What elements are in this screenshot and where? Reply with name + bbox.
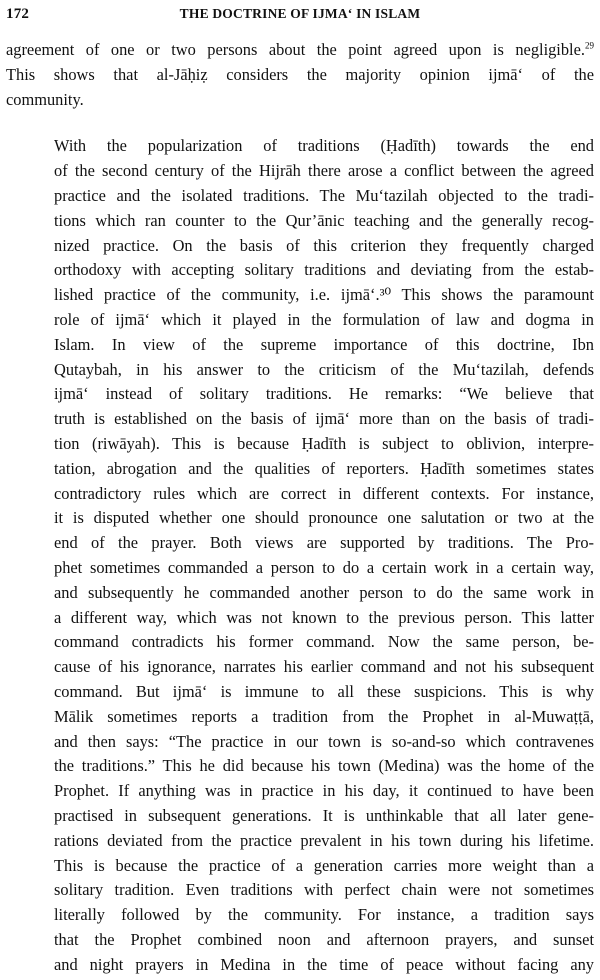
text-line: Mālik sometimes reports a tradition from the Prophet in al-Muwaṭṭā,	[54, 706, 594, 726]
page-number: 172	[6, 6, 30, 22]
text-line: contradictory rules which are correct in different contexts. For instance,	[54, 483, 594, 503]
footnote-marker: 29	[585, 40, 594, 51]
text-line: nized practice. On the basis of this criterion they frequently charged	[54, 235, 594, 255]
text-line: command. But ijmā‘ is immune to all these suspicions. This is why	[54, 681, 594, 701]
text-line: and then says: “The practice in our town is so-and-so which contravenes	[54, 731, 594, 751]
text-line: tions which ran counter to the Qur’ānic teaching and the generally recog-	[54, 210, 594, 230]
text-line: and night prayers in Medina in the time of peace without facing any	[54, 954, 594, 974]
text-line: tation, abrogation and the qualities of reporters. Ḥadīth sometimes states	[54, 458, 594, 478]
paragraph-2	[6, 134, 594, 977]
text-line: rations deviated from the practice prevalent in his town during his lifetime.	[54, 830, 594, 850]
text-line: literally followed by the community. For instance, a tradition says	[54, 905, 594, 925]
text-line: end of the prayer. Both views are supported by traditions. The Pro-	[54, 533, 594, 553]
text-line: phet sometimes commanded a person to do a certain work in a certain way,	[54, 557, 594, 577]
text-line: of the second century of the Hijrāh there arose a conflict between the agreed	[54, 161, 594, 181]
text-line: tion (riwāyah). This is because Ḥadīth is subject to oblivion, interpre-	[54, 433, 594, 453]
text-line: practice and the isolated traditions. The Mu‘tazilah objected to the tradi-	[54, 185, 594, 205]
text-line: orthodoxy with accepting solitary traditions and deviating from the estab-	[54, 260, 594, 280]
text-line: lished practice of the community, i.e. ijmā‘.³⁰ This shows the paramount	[54, 285, 594, 305]
text-line: cause of his ignorance, narrates his earlier command and not his subsequent	[54, 657, 594, 677]
page-body	[6, 38, 594, 977]
text-line: and subsequently he commanded another person to do the same work in	[54, 582, 594, 602]
text-line: With the popularization of traditions (Ḥadīth) towards the end	[54, 136, 594, 156]
text-line: role of ijmā‘ which it played in the formulation of law and dogma in	[54, 309, 594, 329]
text-line: ijmā‘ instead of solitary traditions. He remarks: “We believe that	[54, 384, 594, 404]
text-line: command contradicts his former command. Now the same person, be-	[54, 632, 594, 652]
paragraph-1	[6, 38, 594, 112]
text-line: the traditions.” This he did because his town (Medina) was the home of the	[54, 756, 594, 776]
text-line: This is because the practice of a generation carries more weight than a	[54, 855, 594, 875]
text-line: Islam. In view of the supreme importance of this doctrine, Ibn	[54, 334, 594, 354]
text-line: practised in subsequent generations. It is unthinkable that all later gene-	[54, 805, 594, 825]
text-line: it is disputed whether one should pronounce one salutation or two at the	[54, 508, 594, 528]
text-line: community.	[6, 89, 84, 109]
running-header	[6, 2, 594, 26]
text-line: This shows that al-Jāḥiẓ considers the majority opinion ijmā‘ of the	[6, 64, 594, 84]
text-line: solitary tradition. Even traditions with perfect chain were not sometimes	[54, 880, 594, 900]
text-line: that the Prophet combined noon and afternoon prayers, and sunset	[54, 929, 594, 949]
running-title: THE DOCTRINE OF IJMA‘ IN ISLAM	[179, 6, 421, 21]
text-line: agreement of one or two persons about the point agreed upon is negligible.$^{29}$	[6, 40, 594, 59]
text-line: a different way, which was not known to the previous person. This latter	[54, 607, 594, 627]
text-line: Qutaybah, in his answer to the criticism of the Mu‘tazilah, defends	[54, 359, 594, 379]
text-line: truth is established on the basis of ijmā‘ more than on the basis of tradi-	[54, 409, 594, 429]
text-line: Prophet. If anything was in practice in his day, it continued to have been	[54, 781, 594, 801]
